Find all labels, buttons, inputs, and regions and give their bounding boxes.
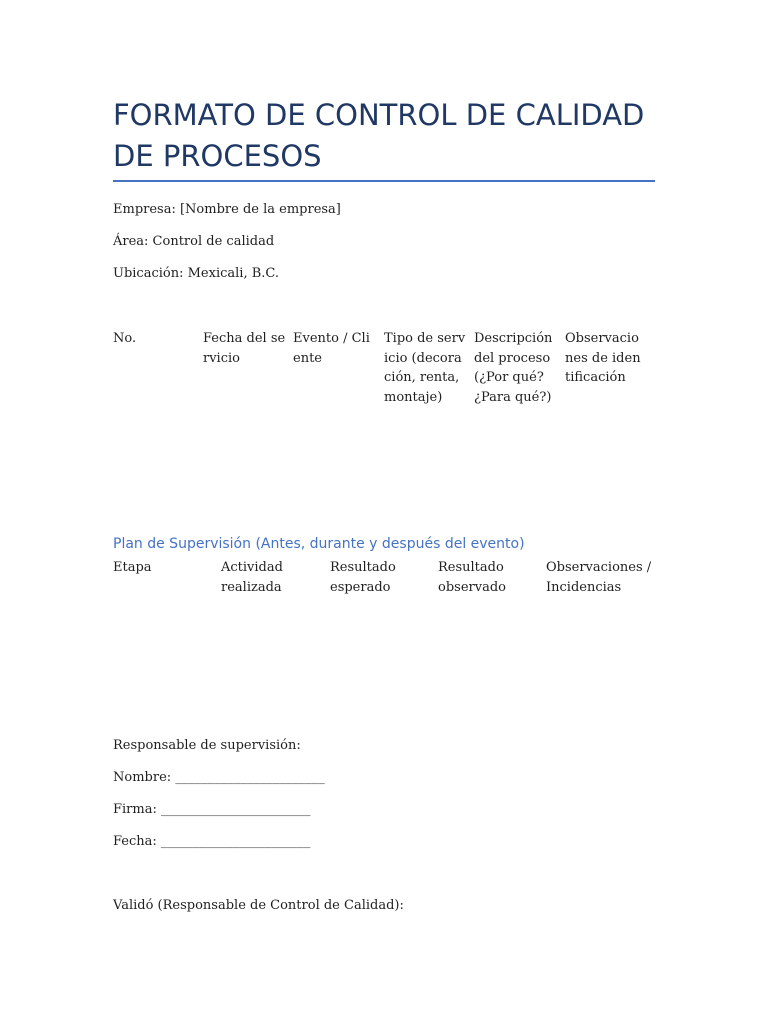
column-header-actividad: Actividad realizada: [221, 560, 283, 595]
valido-label: Validó (Responsable de Control de Calidad):: [113, 898, 404, 913]
nombre-field: Nombre: _______________________: [113, 770, 325, 785]
column-header-resultado-observado: Resultado observado: [438, 560, 506, 595]
column-header-no: No.: [113, 331, 137, 346]
column-header-tipo: Tipo de servicio (decoración, renta, montaje): [384, 331, 466, 405]
document-title: FORMATO DE CONTROL DE CALIDAD DE PROCESOS: [113, 98, 645, 173]
supervision-plan-title: Plan de Supervisión (Antes, durante y después del evento): [113, 536, 525, 552]
title-underline: [113, 180, 655, 182]
column-header-resultado-esperado: Resultado esperado: [330, 560, 396, 595]
fecha-field: Fecha: _______________________: [113, 834, 311, 849]
column-header-evento: Evento / Cliente: [293, 331, 370, 366]
column-header-observaciones: Observaciones de identificación: [565, 331, 641, 385]
responsable-label: Responsable de supervisión:: [113, 738, 301, 753]
firma-field: Firma: _______________________: [113, 802, 311, 817]
empresa-line: Empresa: [Nombre de la empresa]: [113, 202, 341, 217]
control-table-header: [113, 329, 655, 429]
column-header-etapa: Etapa: [113, 560, 152, 575]
area-line: Área: Control de calidad: [113, 234, 275, 249]
column-header-fecha: Fecha del servicio: [203, 331, 286, 366]
supervision-table-header: [113, 558, 655, 608]
column-header-incidencias: Observaciones / Incidencias: [546, 560, 652, 595]
column-header-descripcion: Descripción del proceso (¿Por qué? ¿Para qué?): [474, 331, 553, 405]
ubicacion-line: Ubicación: Mexicali, B.C.: [113, 266, 280, 281]
